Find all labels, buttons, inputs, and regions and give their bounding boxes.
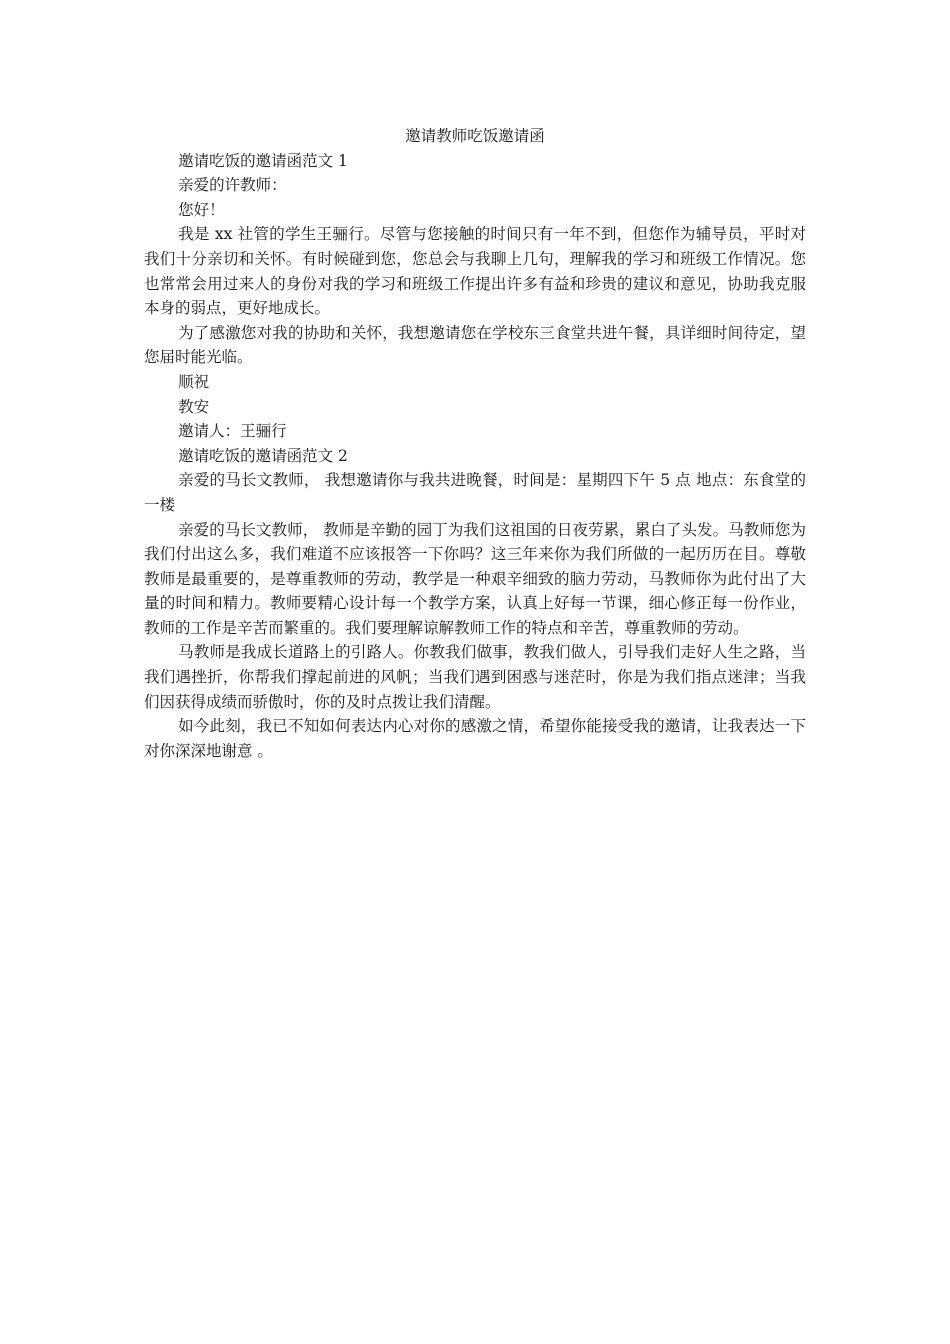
body-paragraph-1: 我是 xx 社管的学生王骊行。尽管与您接触的时间只有一年不到，但您作为辅导员，平时对我们十分亲切和关怀。有时候碰到您，您总会与我聊上几句，理解我的学习和班级工作情况。您也常常会用过来人的身份对我的学习和班级工作提出许多有益和珍贵的建议和意见，协助我克服本身的弱点，更好地成长。 [144, 225, 806, 318]
heading-sample-2: 邀请吃饭的邀请函范文 2 [178, 446, 348, 465]
greeting: 您好！ [178, 200, 225, 219]
body-paragraph-5: 马教师是我成长道路上的引路人。你教我们做事，教我们做人，引导我们走好人生之路，当我们遇挫折，你帮我们撑起前进的风帆；当我们遇到困惑与迷茫时，你是为我们指点迷津；当我们因获得成绩而骄傲时，你的及时点拨让我们清醒。 [144, 643, 806, 711]
body-paragraph-2: 为了感激您对我的协助和关怀，我想邀请您在学校东三食堂共进午餐，具详细时间待定，望您届时能光临。 [144, 323, 806, 367]
heading-sample-1: 邀请吃饭的邀请函范文 1 [178, 151, 348, 170]
closing-2: 教安 [178, 397, 210, 416]
body-paragraph-4: 亲爱的马长文教师， 教师是辛勤的园丁为我们这祖国的日夜劳累，累白了头发。马教师您为我们付出这么多，我们难道不应该报答一下你吗？这三年来你为我们所做的一起历历在目。尊敬教师是最重要的，是尊重教师的劳动，教学是一种艰辛细致的脑力劳动，马教师你为此付出了大量的时间和精力。教师要精心设计每一个教学方案，认真上好每一节课，细心修正每一份作业，教师的工作是辛苦而繁重的。我们要理解谅解教师工作的特点和辛苦，尊重教师的劳动。 [144, 520, 806, 637]
document-title: 邀请教师吃饭邀请函 [405, 127, 545, 145]
closing-1: 顺祝 [178, 372, 210, 391]
signature: 邀请人：王骊行 [178, 422, 287, 441]
body-paragraph-6: 如今此刻，我已不知如何表达内心对你的感激之情，希望你能接受我的邀请，让我表达一下对你深深地谢意 。 [144, 717, 806, 760]
document-body [144, 124, 806, 763]
salutation-1: 亲爱的许教师： [178, 176, 287, 195]
body-paragraph-3: 亲爱的马长文教师， 我想邀请你与我共进晚餐，时间是：星期四下午 5 点 地点：东食堂的一楼 [144, 471, 806, 514]
